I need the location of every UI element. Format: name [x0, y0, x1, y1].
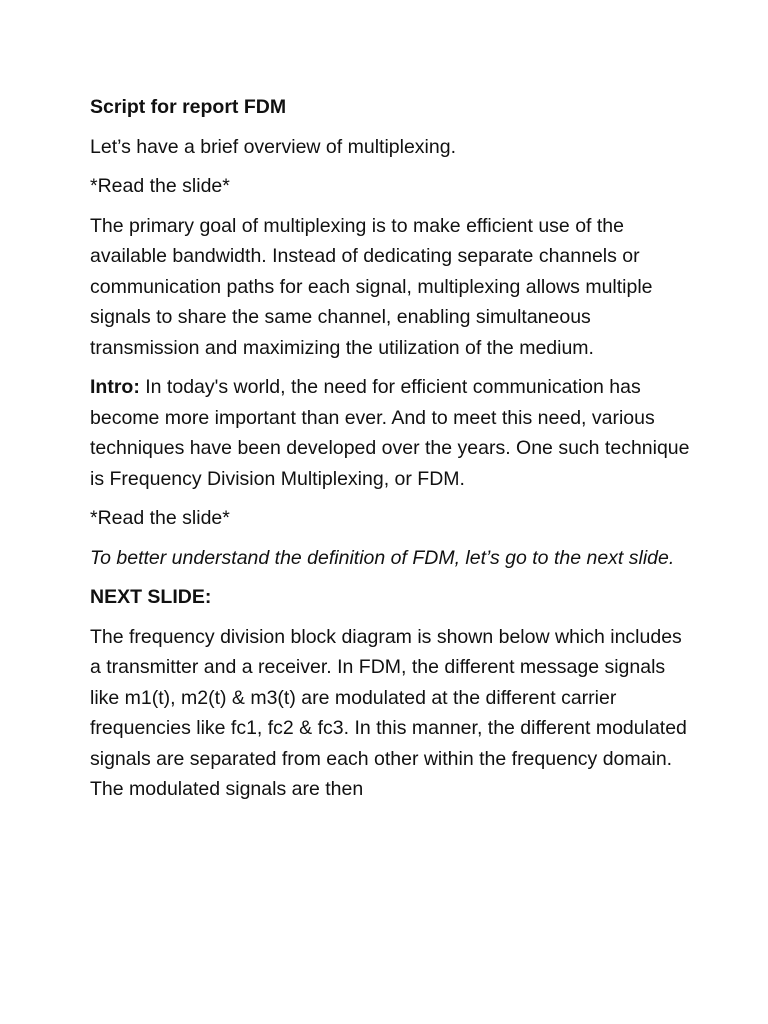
paragraph-intro — [90, 372, 690, 494]
paragraph-goal: The primary goal of multiplexing is to make efficient use of the available bandwidth. Instead of dedicating separate channels or communication paths for each signal, multiplexing allows multiple signals to share the same channel, enabling simultaneous transmission and maximizing the utilization of the medium. — [90, 214, 653, 359]
document-title: Script for report FDM — [90, 96, 287, 118]
document-body — [90, 92, 690, 814]
paragraph-transition: To better understand the definition of FDM, let’s go to the next slide. — [90, 546, 675, 569]
intro-text: In today's world, the need for efficient communication has become more important than ever. And to meet this need, various techniques have been developed over the years. One such technique is Frequency Division Multiplexing, or FDM. — [90, 376, 690, 490]
paragraph-block-diagram: The frequency division block diagram is shown below which includes a transmitter and a receiver. In FDM, the different message signals like m1(t), m2(t) & m3(t) are modulated at the different carrier frequencies like fc1, fc2 & fc3. In this manner, the different modulated signals are separated from each other within the frequency domain. The modulated signals are then — [90, 625, 687, 800]
paragraph-read-slide-1: *Read the slide* — [90, 175, 230, 197]
intro-label: Intro: — [90, 376, 140, 398]
paragraph-read-slide-2: *Read the slide* — [90, 507, 230, 529]
paragraph-overview: Let’s have a brief overview of multiplexing. — [90, 135, 456, 158]
heading-next-slide: NEXT SLIDE: — [90, 586, 212, 608]
